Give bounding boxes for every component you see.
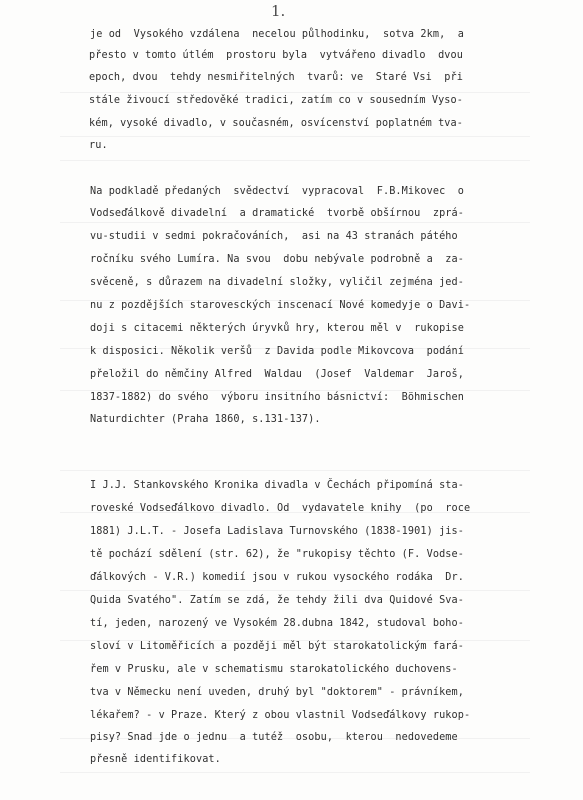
text-line: tě pochází sdělení (str. 62), že "rukopisy těchto (F. Vodse-	[90, 549, 465, 560]
text-line: řem v Prusku, ale v schematismu starokatolického duchovens-	[90, 664, 458, 675]
text-line: roveské Vodseďálkovo divadlo. Od vydavatele knihy (po roce	[90, 503, 471, 514]
text-line: přesně identifikovat.	[90, 754, 221, 765]
text-line: přesto v tomto útlém prostoru byla vytvářeno divadlo dvou	[89, 50, 464, 61]
text-line: ďálkových - V.R.) komedií jsou v rukou vysockého rodáka Dr.	[90, 572, 465, 583]
text-line: Na podkladě předaných svědectví vypracoval F.B.Mikovec o	[90, 186, 465, 197]
text-line: 1837-1882) do svého výboru insitního básnictví: Böhmischen	[90, 392, 465, 403]
page-number: 1.	[271, 2, 286, 20]
text-line: pisy? Snad jde o jednu a tutéž osobu, kterou nedovedeme	[90, 732, 458, 743]
text-line: přeložil do němčiny Alfred Waldau (Josef Valdemar Jaroš,	[90, 369, 465, 380]
text-line: tí, jeden, narozený ve Vysokém 28.dubna 1842, studoval boho-	[90, 618, 465, 629]
text-line: ročníku svého Lumíra. Na svou dobu nebývale podrobně a za-	[90, 254, 465, 265]
text-line: ru.	[89, 140, 108, 151]
text-line: lékařem? - v Praze. Který z obou vlastnil Vodseďálkovy rukop-	[90, 710, 471, 721]
text-line: epoch, dvou tehdy nesmiřitelných tvarů: ve Staré Vsi při	[89, 72, 464, 83]
text-line: stále živoucí středověké tradici, zatím co v sousedním Vyso-	[89, 95, 464, 106]
text-line: k disposici. Několik veršů z Davida podle Mikovcova podání	[90, 346, 465, 357]
text-line: I J.J. Stankovského Kronika divadla v Čechách připomíná sta-	[90, 480, 465, 491]
text-line: Quida Svatého". Zatím se zdá, že tehdy žili dva Quidové Sva-	[90, 595, 465, 606]
text-line: doji s citacemi některých úryvků hry, kterou měl v rukopise	[90, 323, 465, 334]
text-line: svěceně, s důrazem na divadelní složky, vyličil zejména jed-	[90, 277, 465, 288]
text-line: 1881) J.L.T. - Josefa Ladislava Turnovského (1838-1901) jis-	[90, 526, 465, 537]
text-line: nu z pozdějších starovesckých inscenací Nové komedyje o Davi-	[90, 300, 471, 311]
text-line: kém, vysoké divadlo, v současném, osvícenství poplatném tva-	[89, 118, 464, 129]
text-line: vu-studii v sedmi pokračováních, asi na 43 stranách pátého	[90, 231, 458, 242]
text-line: Vodseďálkově divadelní a dramatické tvorbě obšírnou zprá-	[90, 208, 465, 219]
text-line: Naturdichter (Praha 1860, s.131-137).	[90, 414, 321, 425]
text-line: je od Vysokého vzdálena necelou půlhodinku, sotva 2km, a	[90, 29, 465, 40]
text-line: sloví v Litoměřicích a později měl být starokatolickým fará-	[90, 641, 465, 652]
text-line: tva v Německu není uveden, druhý byl "doktorem" - právníkem,	[90, 687, 465, 698]
